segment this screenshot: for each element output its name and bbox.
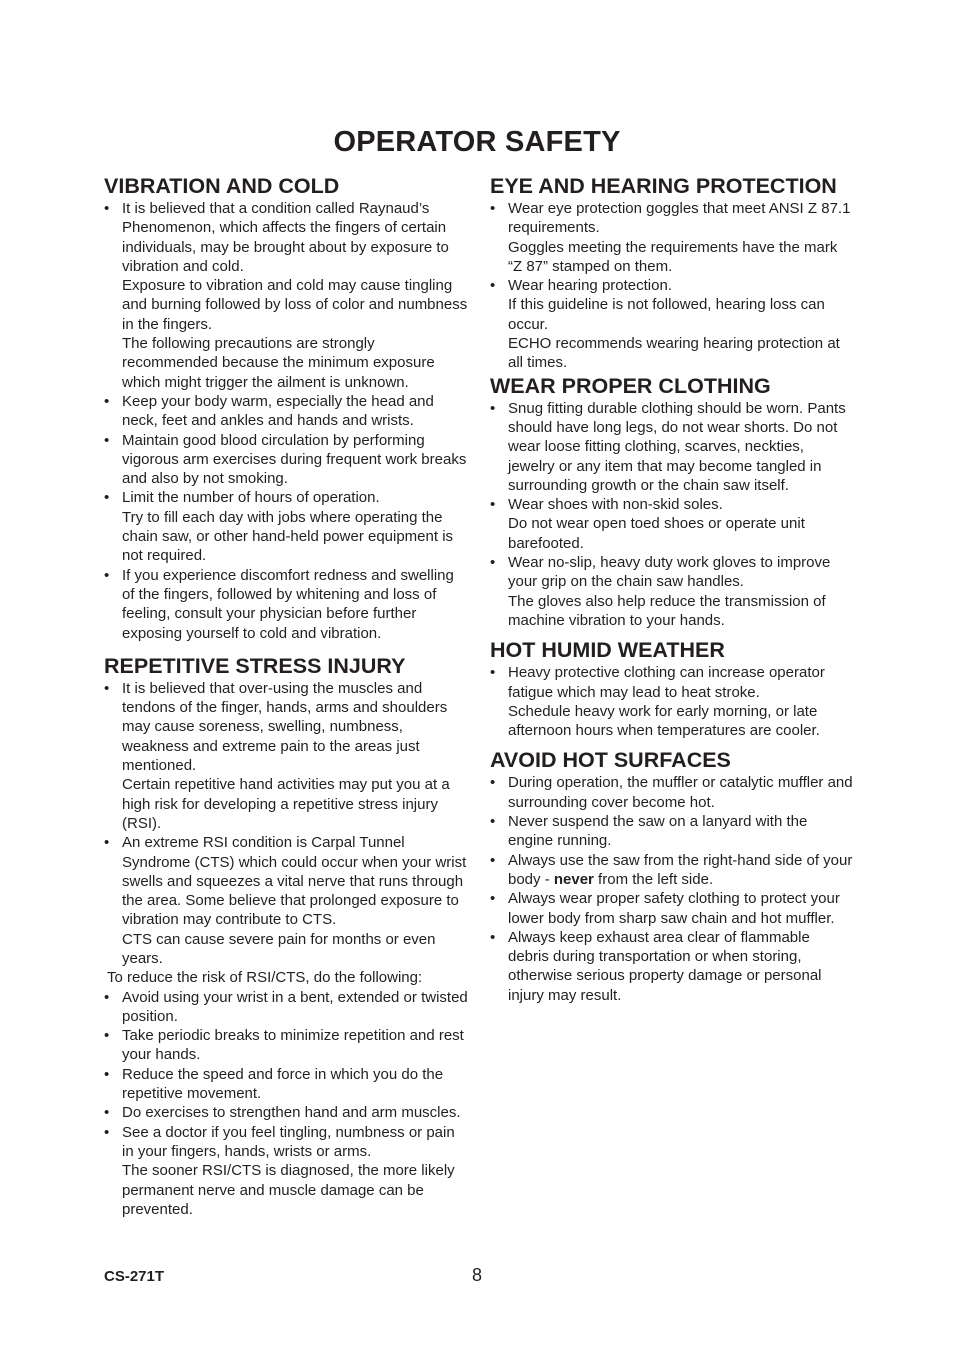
bullet-list [104,988,470,1220]
bullet-list [490,773,854,1005]
bullet-paragraph: • During operation, the muffler or catalytic muffler and surrounding cover become hot. [508,774,853,811]
footer-page-number: 8 [471,1265,482,1285]
bullet-paragraph: • Heavy protective clothing can increase operator fatigue which may lead to heat stroke. [508,664,825,701]
bullet-paragraph: • It is believed that a condition called Raynaud’s Phenomenon, which affects the fingers of certain individuals, may be brought about by exposure to vibration and cold. [122,200,449,275]
bullet-paragraph: • If you experience discomfort redness and swelling of the fingers, followed by whitening and loss of feeling, consult your physician before further exposing yourself to cold and vibration. [122,566,454,642]
bullet-paragraph: • Do exercises to strengthen hand and arm muscles. [122,1104,461,1122]
bullet-paragraph: • Keep your body warm, especially the head and neck, feet and ankles and hands and wrists. [122,392,434,430]
section-heading: REPETITIVE STRESS INJURY [104,653,406,678]
bullet-paragraph: • Never suspend the saw on a lanyard with the engine running. [508,813,808,850]
bullet-paragraph: • Wear no-slip, heavy duty work gloves to improve your grip on the chain saw handles. [508,554,831,591]
bullet-item [104,1065,470,1104]
left-column [104,173,470,1219]
section-hot-humid-weather [490,637,854,740]
bullet-item [490,851,854,890]
bullet-paragraph: The sooner RSI/CTS is diagnosed, the more likely permanent nerve and muscle damage can be prevented. [122,1162,455,1218]
section-heading: AVOID HOT SURFACES [490,748,731,773]
bullet-paragraph: • Avoid using your wrist in a bent, extended or twisted position. [122,988,468,1025]
bullet-paragraph: Schedule heavy work for early morning, or late afternoon hours when temperatures are cooler. [508,702,820,740]
page-title: OPERATOR SAFETY [333,126,621,158]
bullet-list [104,199,470,643]
bullet-paragraph: • Wear hearing protection. [508,277,672,295]
emphasis-text: never [553,870,594,888]
bullet-list [490,399,854,631]
bullet-item [490,399,854,495]
bullet-item [490,663,854,740]
bullet-paragraph: Goggles meeting the requirements have the mark “Z 87” stamped on them. [508,238,838,275]
bullet-paragraph: • See a doctor if you feel tingling, numbness or pain in your fingers, hands, wrists or arms. [122,1123,455,1160]
bullet-paragraph: Exposure to vibration and cold may cause tingling and burning followed by loss of color and numbness in the fingers. [122,277,468,333]
bullet-paragraph: Do not wear open toed shoes or operate unit barefooted. [508,515,805,552]
section-repetitive-stress-injury [104,653,470,1219]
bullet-paragraph: ECHO recommends wearing hearing protection at all times. [508,335,840,372]
bullet-paragraph: • Wear shoes with non-skid soles. [508,496,723,514]
bullet-paragraph: • Snug fitting durable clothing should be worn. Pants should have long legs, do not wear shorts. Do not wear loose fitting clothing, scarves, neckties, jewelry or any item that may become tangled in surrounding growth or the chain saw itself. [508,399,846,494]
footer-model-number: CS-271T [104,1268,165,1285]
bullet-item [490,889,854,928]
section-heading: WEAR PROPER CLOTHING [490,373,771,398]
bullet-paragraph: • Always wear proper safety clothing to protect your lower body from sharp saw chain and hot muffler. [508,890,840,927]
section-heading: VIBRATION AND COLD [104,174,340,198]
bullet-item [104,1026,470,1065]
bullet-paragraph: The gloves also help reduce the transmission of machine vibration to your hands. [508,592,826,629]
bullet-paragraph: • An extreme RSI condition is Carpal Tunnel Syndrome (CTS) which could occur when your wrist swells and squeezes a vital nerve that runs through the area. Some believe that prolonged exposure to vibration may contribute to CTS. [122,834,467,929]
section-vibration-and-cold [104,173,470,643]
bullet-item [104,988,470,1027]
text-run: Always use the saw from the right-hand side of your body - [508,851,853,888]
bullet-item [104,199,470,392]
bullet-list [104,679,470,968]
bullet-item [490,276,854,372]
bullet-item [104,431,470,489]
bullet-paragraph: • Limit the number of hours of operation. [122,489,380,507]
section-wear-proper-clothing [490,373,854,631]
right-column [490,173,854,1005]
bullet-list [490,199,854,373]
bullet-item [104,833,470,968]
bullet-paragraph: • Reduce the speed and force in which you do the repetitive movement. [122,1065,444,1103]
bullet-list [490,663,854,740]
bullet-paragraph: • Take periodic breaks to minimize repetition and rest your hands. [122,1027,464,1064]
bullet-item [490,773,854,812]
section-heading: HOT HUMID WEATHER [490,638,725,663]
bullet-item [104,488,470,565]
bullet-item [490,495,854,553]
section-heading: EYE AND HEARING PROTECTION [490,174,837,198]
bullet-item [104,392,470,431]
rsi-intro-text: To reduce the risk of RSI/CTS, do the following: [107,969,423,987]
bullet-item [490,553,854,630]
bullet-item [104,1123,470,1219]
text-run: from the left side. [593,870,714,888]
bullet-paragraph: • It is believed that over-using the muscles and tendons of the finger, hands, arms and shoulders may cause soreness, swelling, numbness, weakness and extreme pain to the areas just mentioned. [122,679,448,775]
bullet-item [104,566,470,643]
bullet-paragraph: • Maintain good blood circulation by performing vigorous arm exercises during frequent work breaks and also by not smoking. [122,431,467,488]
bullet-paragraph: Try to fill each day with jobs where operating the chain saw, or other hand-held power equipment is not required. [122,508,454,565]
bullet-paragraph: • Always keep exhaust area clear of flammable debris during transportation or when storing, otherwise serious property damage or personal injury may result. [508,928,822,1004]
bullet-paragraph [508,851,854,890]
bullet-paragraph: • Wear eye protection goggles that meet ANSI Z 87.1 requirements. [508,200,851,237]
bullet-paragraph: Certain repetitive hand activities may put you at a high risk for developing a repetitive stress injury (RSI). [122,776,450,832]
bullet-paragraph: The following precautions are strongly recommended because the minimum exposure which might trigger the ailment is unknown. [122,335,435,391]
bullet-item [104,1103,470,1122]
section-avoid-hot-surfaces [490,747,854,1005]
bullet-paragraph: CTS can cause severe pain for months or even years. [122,930,436,967]
bullet-paragraph: If this guideline is not followed, hearing loss can occur. [508,296,825,333]
bullet-item [490,199,854,276]
section-eye-and-hearing-protection [490,173,854,373]
bullet-item [104,679,470,833]
bullet-item [490,928,854,1005]
bullet-item [490,812,854,851]
